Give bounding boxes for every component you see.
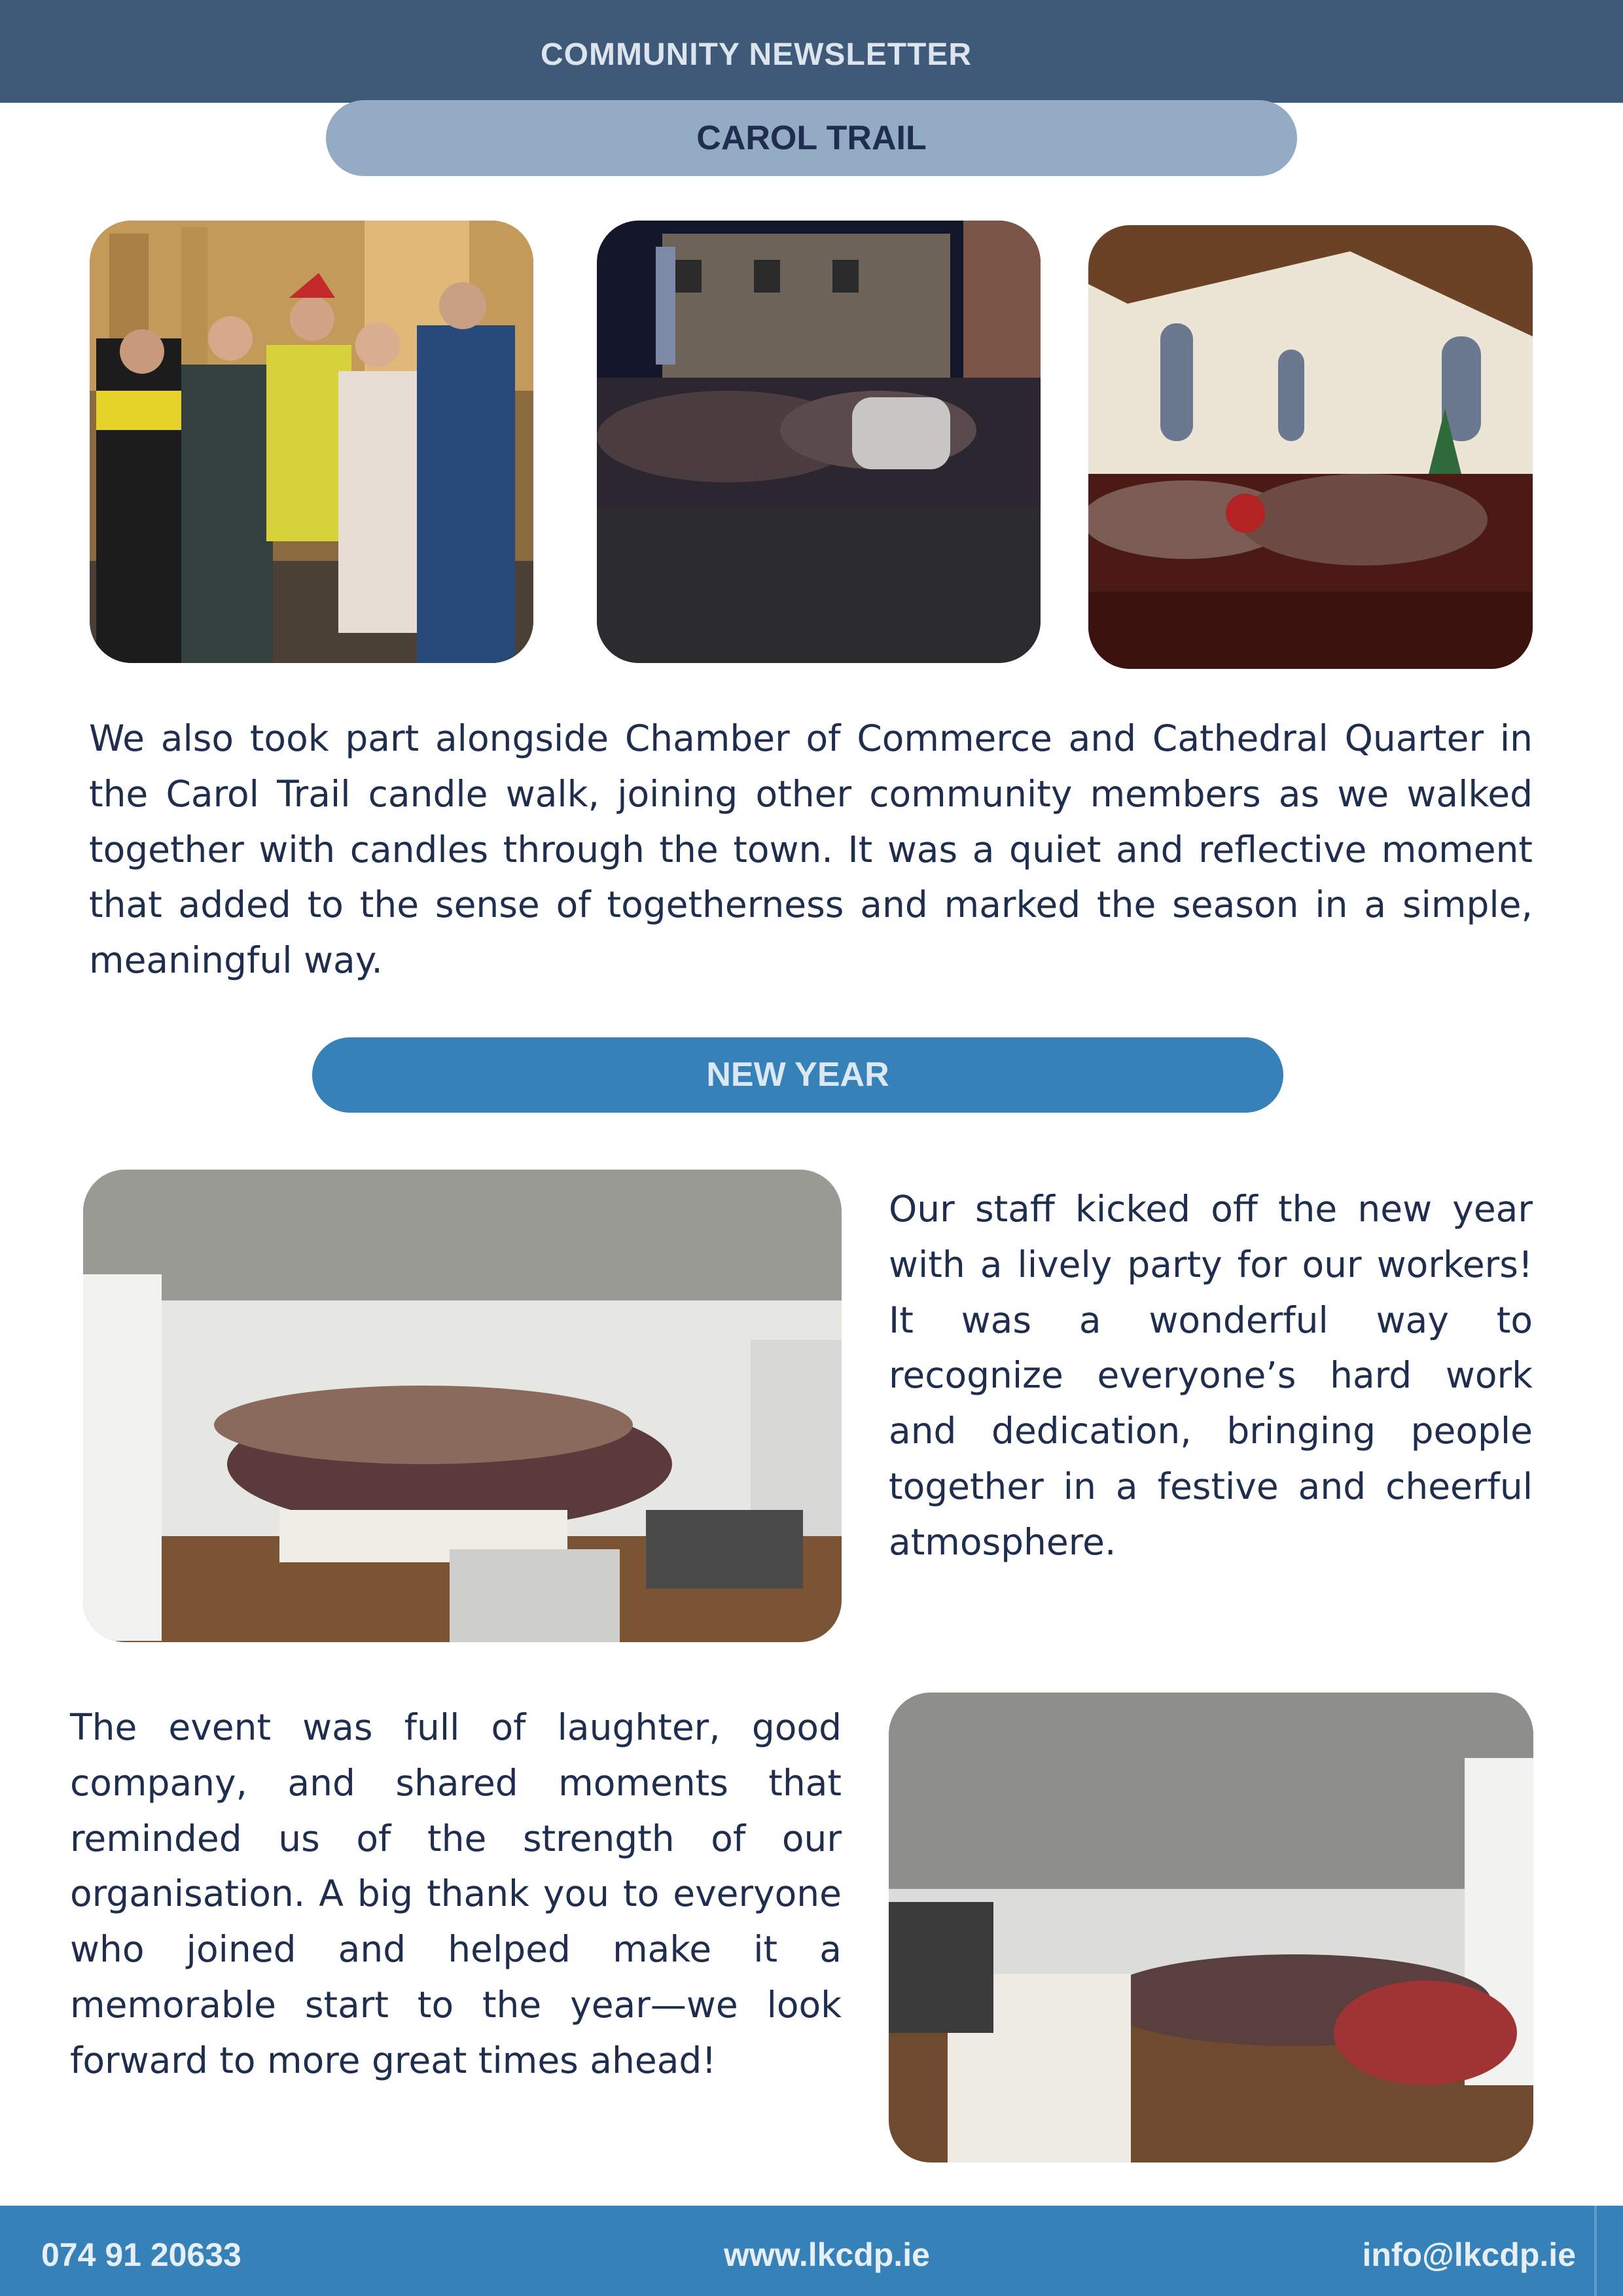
- new-year-paragraph-1: Our staff kicked off the new year with a lively party for our workers! It was a wonderful way to recognize everyone’s hard work and dedication, bringing people together in a festive and cheerful atmosphere.: [889, 1188, 1533, 1563]
- photo-carol-church: [1088, 225, 1533, 669]
- footer-phone[interactable]: 074 91 20633: [41, 2236, 241, 2273]
- footer-website-link[interactable]: www.lkcdp.ie: [724, 2236, 930, 2273]
- footer-divider: [1594, 2206, 1597, 2296]
- newsletter-title: COMMUNITY NEWSLETTER: [541, 37, 972, 72]
- photo-carol-crowd: [597, 221, 1041, 663]
- photo-new-year-group: [83, 1170, 842, 1642]
- header-bar: [0, 0, 1623, 103]
- photo-new-year-party: [889, 1693, 1533, 2162]
- new-year-heading: NEW YEAR: [312, 1037, 1283, 1113]
- footer-bar: [0, 2206, 1623, 2296]
- footer-email-link[interactable]: info@lkcdp.ie: [1362, 2236, 1576, 2273]
- new-year-paragraph-2: The event was full of laughter, good company, and shared moments that reminded us of the strength of our organisation. A big thank you to everyone who joined and helped make it a memorable start to the year—we look forward to more great times ahead!: [70, 1706, 842, 2081]
- photo-carol-group: [90, 221, 533, 663]
- carol-trail-heading: CAROL TRAIL: [326, 100, 1297, 176]
- carol-trail-paragraph: We also took part alongside Chamber of Commerce and Cathedral Quarter in the Carol Trail candle walk, joining other community members as we walked together with candles through the town. It was a quiet and reflective moment that added to the sense of togetherness and marked the season in a simple, meaningful way.: [89, 717, 1533, 982]
